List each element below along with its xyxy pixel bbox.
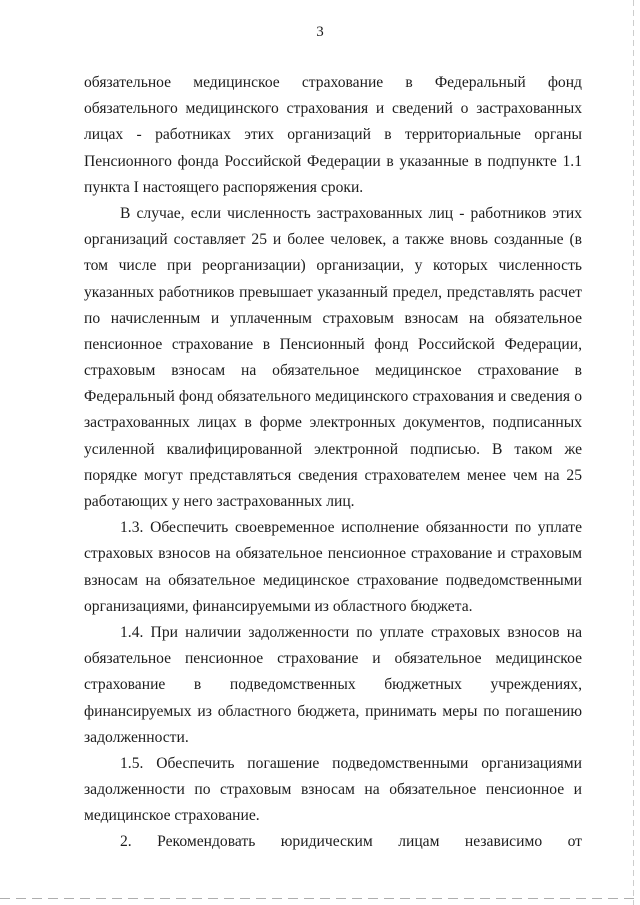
page-number: 3 <box>316 24 324 40</box>
text-line: Федеральный фонд обязательного медицинского страхования и сведения о <box>84 388 582 406</box>
text-line: финансируемых из областного бюджета, принимать меры по погашению <box>84 702 582 720</box>
text-line: обязательного медицинского страхования и сведений о застрахованных <box>84 100 582 118</box>
text-line: лицах - работниках этих организаций в территориальные органы <box>84 126 582 144</box>
text-line: страховых взносов на обязательное пенсионное страхование и страховым <box>84 545 582 563</box>
text-line: задолженности по страховым взносам на обязательное пенсионное и <box>84 781 582 799</box>
text-line: организаций составляет 25 и более человек, а также вновь созданные (в <box>84 231 582 249</box>
text-line: задолженности. <box>84 728 189 746</box>
document-body <box>84 70 582 856</box>
scan-edge-bottom <box>0 898 640 899</box>
text-line: обязательное пенсионное страхование и обязательное медицинское <box>84 650 582 668</box>
paragraph-first-line: В случае, если численность застрахованных лиц - работников этих <box>120 204 582 222</box>
scan-edge-right <box>633 0 634 905</box>
text-line: страхование в подведомственных бюджетных учреждениях, <box>84 676 582 694</box>
text-line: усиленной квалифицированной электронной подписью. В таком же <box>84 440 582 458</box>
text-line: организациями, финансируемыми из областного бюджета. <box>84 597 473 615</box>
text-line: застрахованных лицах в форме электронных документов, подписанных <box>84 414 582 432</box>
text-line: обязательное медицинское страхование в Федеральный фонд <box>84 74 582 91</box>
text-line: указанных работников превышает указанный предел, представлять расчет <box>84 283 582 301</box>
paragraph-first-line: 1.4. При наличии задолженности по уплате страховых взносов на <box>120 623 582 641</box>
text-line: работающих у него застрахованных лиц. <box>84 493 355 510</box>
text-line: страховым взносам на обязательное медицинское страхование в <box>84 362 582 380</box>
text-line: Пенсионного фонда Российской Федерации в указанные в подпункте 1.1 <box>84 152 582 170</box>
text-line: медицинское страхование. <box>84 807 260 825</box>
text-line: пенсионное страхование в Пенсионный фонд Российской Федерации, <box>84 335 582 353</box>
paragraph-first-line: 1.5. Обеспечить погашение подведомственными организациями <box>120 754 582 772</box>
text-line: порядке могут представляться сведения страхователем менее чем на 25 <box>84 466 582 484</box>
paragraph-first-line: 1.3. Обеспечить своевременное исполнение обязанности по уплате <box>120 519 582 537</box>
text-line: взносам на обязательное медицинское страхование подведомственными <box>84 571 582 589</box>
paragraph-first-line: 2. Рекомендовать юридическим лицам независимо от <box>120 833 582 851</box>
text-line: пункта I настоящего распоряжения сроки. <box>84 178 364 196</box>
text-line: том числе при реорганизации) организации, у которых численность <box>84 257 582 275</box>
text-line: по начисленным и уплаченным страховым взносам на обязательное <box>84 309 582 327</box>
